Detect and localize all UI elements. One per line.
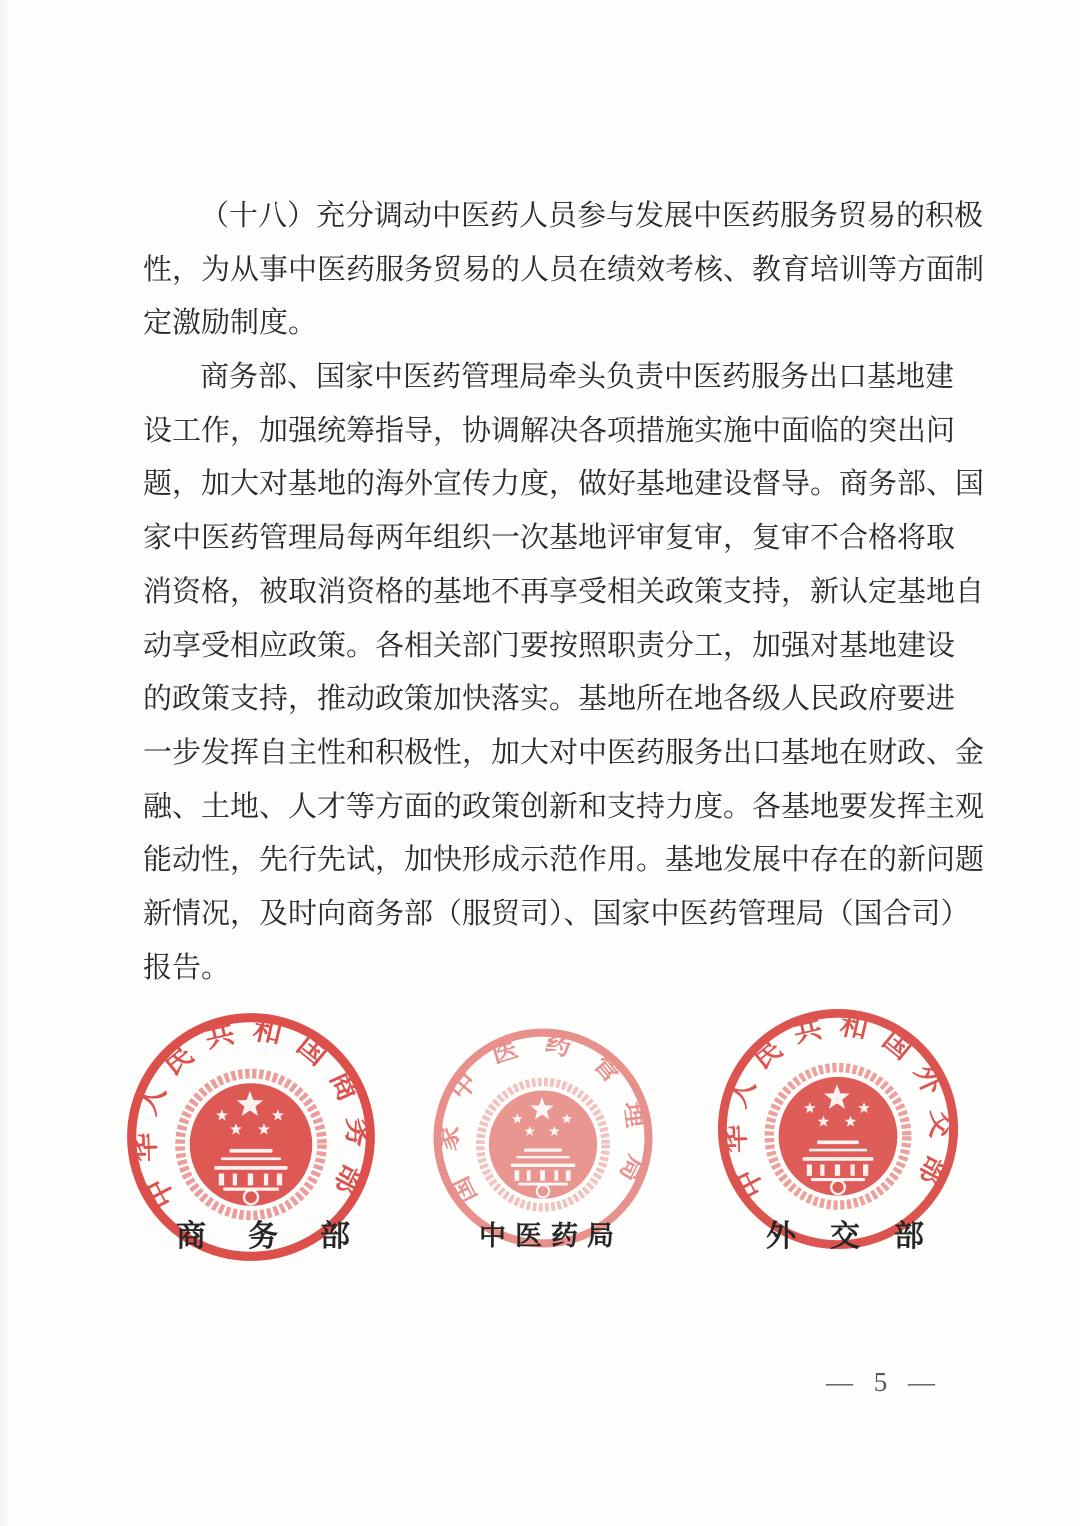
national-emblem-icon xyxy=(180,1074,322,1216)
text-line: 商务部、国家中医药管理局牵头负责中医药服务出口基地建 xyxy=(200,361,955,394)
text-line: 家中医药管理局每两年组织一次基地评审复审，复审不合格将取 xyxy=(143,522,956,555)
seal-arc-text: 中华人民共和国商务部 xyxy=(128,1013,374,1214)
text-line: 融、土地、人才等方面的政策创新和支持力度。各基地要发挥主观 xyxy=(143,790,985,823)
seal-arc-text: 国家中医药管理局 xyxy=(432,1026,654,1208)
signature-mfa: 外交部 xyxy=(766,1220,958,1253)
text-line: 能动性，先行先试，加快形成示范作用。基地发展中存在的新问题 xyxy=(143,844,985,877)
signature-tcm-administration: 中医药局 xyxy=(479,1221,623,1251)
text-line: 报告。 xyxy=(143,951,231,984)
text-line: 动享受相应政策。各相关部门要按照职责分工，加强对基地建设 xyxy=(143,629,956,662)
national-emblem-icon xyxy=(769,1068,907,1206)
text-line: 定激励制度。 xyxy=(143,307,318,340)
text-line: 一步发挥自主性和积极性，加大对中医药服务出口基地在财政、金 xyxy=(143,736,985,769)
text-line: 新情况，及时向商务部（服贸司）、国家中医药管理局（国合司） xyxy=(143,897,970,930)
national-emblem-icon xyxy=(480,1082,605,1207)
seal-arc-text: 中华人民共和国外交部 xyxy=(719,1009,957,1203)
document-body xyxy=(143,190,985,995)
text-line: 设工作，加强统筹指导，协调解决各项措施实施中面临的突出问 xyxy=(143,414,956,447)
text-line: 题，加大对基地的海外宣传力度，做好基地建设督导。商务部、国 xyxy=(143,468,985,501)
text-line: （十八）充分调动中医药人员参与发展中医药服务贸易的积极 xyxy=(200,200,984,232)
signature-mofcom: 商务部 xyxy=(176,1220,392,1253)
text-line: 性，为从事中医药服务贸易的人员在绩效考核、教育培训等方面制 xyxy=(143,253,985,286)
text-line: 消资格，被取消资格的基地不再享受相关政策支持，新认定基地自 xyxy=(143,575,985,608)
text-line: 的政策支持，推动政策加快落实。基地所在地各级人民政府要进 xyxy=(143,683,956,716)
page-number: — 5 — xyxy=(826,1367,942,1397)
